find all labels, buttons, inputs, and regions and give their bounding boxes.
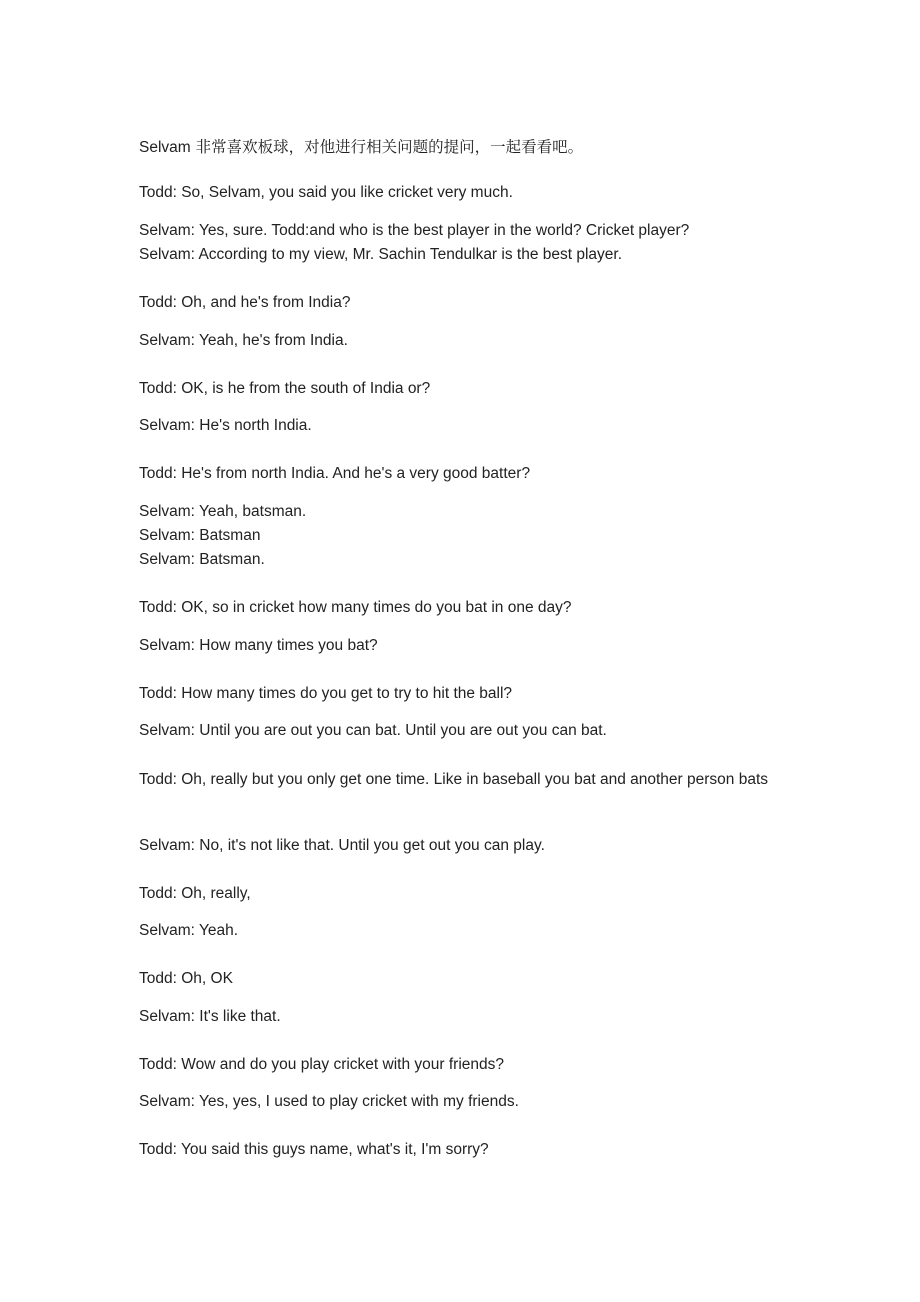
- intro-name: Selvam: [139, 139, 191, 156]
- dialogue-line-16: Todd: Oh, really but you only get one time. Like in baseball you bat and another person bats: [139, 771, 769, 788]
- dialogue-line-22: Todd: Wow and do you play cricket with your friends?: [139, 1056, 505, 1073]
- dialogue-line-6: Todd: OK, is he from the south of India or?: [139, 380, 431, 397]
- intro-paragraph: [139, 135, 789, 160]
- dialogue-line-17: Selvam: No, it's not like that. Until you get out you can play.: [139, 837, 545, 854]
- dialogue-line-8: Todd: He's from north India. And he's a very good batter?: [139, 465, 531, 482]
- dialogue-line-7: Selvam: He's north India.: [139, 417, 312, 434]
- dialogue-line-12: Todd: OK, so in cricket how many times do you bat in one day?: [139, 599, 572, 616]
- dialogue-line-18: Todd: Oh, really,: [139, 885, 251, 902]
- dialogue-line-10: Selvam: Batsman: [139, 527, 261, 544]
- dialogue-line-11: Selvam: Batsman.: [139, 551, 265, 568]
- dialogue-line-1: Todd: So, Selvam, you said you like cricket very much.: [139, 184, 513, 201]
- dialogue-line-14: Todd: How many times do you get to try to hit the ball?: [139, 685, 513, 702]
- dialogue-line-19: Selvam: Yeah.: [139, 922, 239, 939]
- dialogue-line-2: Selvam: Yes, sure. Todd:and who is the best player in the world? Cricket player?: [139, 222, 690, 239]
- dialogue-line-3: Selvam: According to my view, Mr. Sachin Tendulkar is the best player.: [139, 246, 623, 263]
- intro-text: 非常喜欢板球，对他进行相关问题的提问，一起看看吧。: [195, 138, 584, 156]
- dialogue-line-4: Todd: Oh, and he's from India?: [139, 294, 351, 311]
- dialogue-line-20: Todd: Oh, OK: [139, 970, 233, 987]
- dialogue-line-15: Selvam: Until you are out you can bat. Until you are out you can bat.: [139, 722, 607, 739]
- dialogue-line-24: Todd: You said this guys name, what's it, I'm sorry?: [139, 1141, 489, 1158]
- dialogue-line-21: Selvam: It's like that.: [139, 1008, 281, 1025]
- dialogue-line-23: Selvam: Yes, yes, I used to play cricket with my friends.: [139, 1093, 519, 1110]
- dialogue-line-5: Selvam: Yeah, he's from India.: [139, 332, 348, 349]
- dialogue-line-9: Selvam: Yeah, batsman.: [139, 503, 307, 520]
- dialogue-line-13: Selvam: How many times you bat?: [139, 637, 378, 654]
